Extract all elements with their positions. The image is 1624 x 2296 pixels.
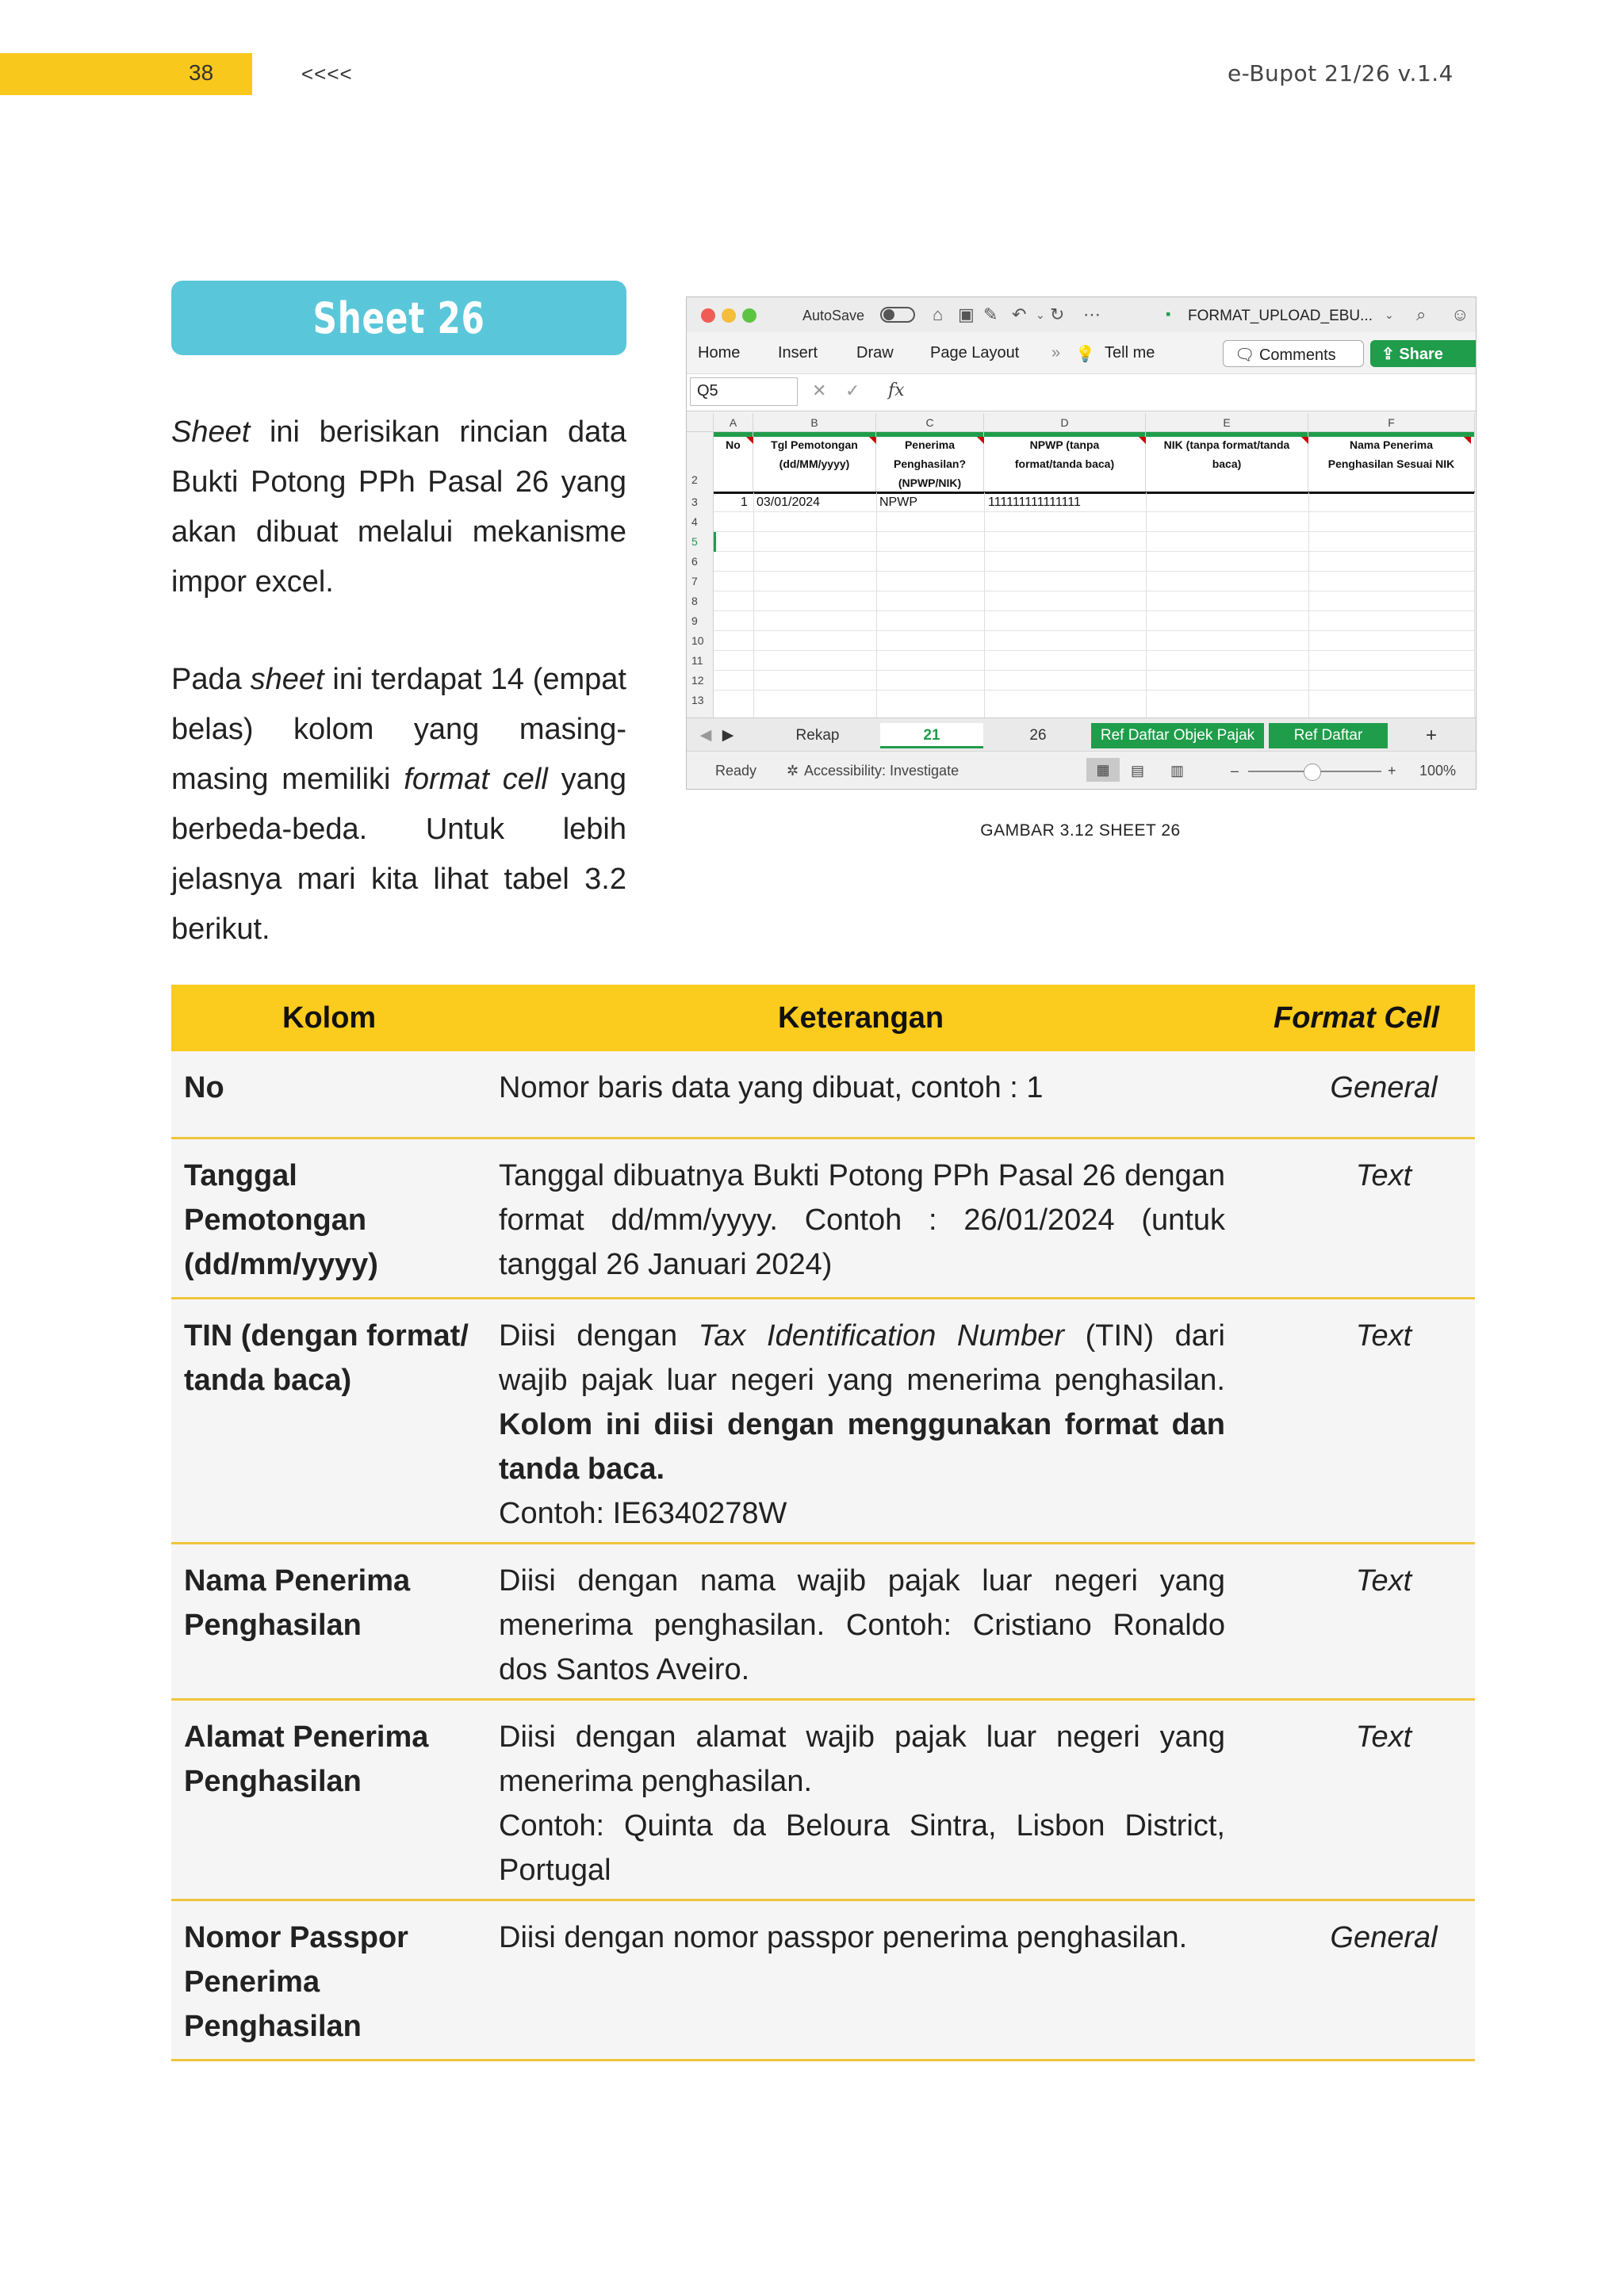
share-label: Share [1399,346,1443,363]
hdr-line: NPWP (tanpa [1029,438,1100,451]
confirm-icon[interactable]: ✓ [845,381,860,400]
document-title: e-Bupot 21/26 v.1.4 [1228,60,1454,86]
accessibility-icon: ✲ [787,763,799,779]
redo-icon[interactable]: ↻ [1050,304,1065,324]
row-number[interactable]: 13 [687,691,714,718]
zoom-slider-thumb[interactable] [1304,763,1321,781]
row-number[interactable]: 10 [687,631,714,651]
ribbon-overflow-icon[interactable]: » [1051,344,1061,362]
table-row [171,1299,1475,1544]
row-kolom: Nomor Passpor Penerima Penghasilan [184,1921,408,2043]
table-header-row [171,985,1475,1051]
minimize-dot[interactable] [722,308,736,323]
grid-hline [714,690,1475,691]
hdr-line: baca) [1212,457,1242,470]
row-format: General [1330,1071,1438,1104]
formula-bar [687,373,1476,411]
ket-part: Diisi dengan [499,1319,699,1353]
share-icon: ⇪ [1381,346,1400,363]
intro-paragraph [171,408,626,607]
row-number[interactable]: 5 [687,532,714,552]
hdr-line: Penghasilan Sesuai NIK [1327,457,1455,470]
excel-file-icon: ▪ [1166,306,1171,322]
grid-hline [714,670,1475,671]
excel-filename[interactable]: FORMAT_UPLOAD_EBU... [1188,308,1373,324]
row-format: Text [1355,1319,1412,1353]
excel-titlebar [687,297,1476,332]
row-kolom: TIN (dengan format/ tanda baca) [184,1319,469,1397]
intro-em: Sheet [171,415,251,449]
col-f-header[interactable]: F [1308,413,1475,432]
zoom-level: 100% [1419,763,1457,779]
status-ready: Ready [715,763,757,779]
grid-vline [1474,492,1475,718]
save-icon[interactable]: ▣ [958,304,975,324]
ribbon-draw[interactable]: Draw [856,344,894,362]
grid-hline [714,571,1475,572]
th-kolom: Kolom [282,1001,377,1035]
hdr-line: Nama Penerima [1349,438,1434,451]
ribbon-page-layout[interactable]: Page Layout [930,344,1020,362]
row-keterangan [499,1314,1225,1536]
home-icon[interactable]: ⌂ [933,304,944,324]
sheet-tabs [687,718,1476,752]
ket-part: Tax Identification Number [698,1319,1065,1353]
hdr-line: NIK (tanpa format/tanda [1163,438,1290,451]
comments-label: Comments [1258,346,1336,364]
row-keterangan: Diisi dengan nomor passpor penerima penghasilan. [499,1921,1188,1954]
th-format-cell: Format Cell [1274,1001,1440,1035]
people-icon[interactable]: ☺ [1451,304,1469,324]
back-arrows[interactable]: <<<< [301,62,353,86]
share-button[interactable] [1370,340,1477,367]
close-dot[interactable] [701,308,715,323]
status-bar [687,751,1476,790]
cell-a3[interactable]: 1 [741,496,748,509]
lightbulb-icon: 💡 [1075,346,1095,363]
header-accent-bar [0,53,252,95]
row-number[interactable]: 2 [687,432,714,492]
page-layout-view-icon[interactable]: ▤ [1131,763,1145,779]
hdr-line: Penerima [904,438,956,451]
row-format: Text [1355,1159,1412,1192]
grid-hline [714,630,1475,631]
row-format: Text [1355,1564,1412,1598]
intro-text: ini berisikan rincian data Bukti Potong PPh Pasal 26 yang akan dibuat melalui mekanisme impor excel. [171,415,626,599]
comment-marker [1139,437,1146,444]
grid-vline [876,492,877,718]
add-sheet-icon[interactable]: + [1425,725,1437,746]
tab-prev-icon[interactable]: ◀ [699,727,712,744]
row-kolom: Tanggal Pemotongan (dd/mm/yyyy) [184,1159,378,1281]
hdr-line: (dd/MM/yyyy) [779,457,850,470]
row-number[interactable]: 11 [687,651,714,671]
comment-icon: 🗨 [1235,346,1259,364]
page-number: 38 [189,60,214,85]
row-number[interactable]: 6 [687,552,714,572]
row-number[interactable]: 9 [687,611,714,631]
col-d-header[interactable]: D [984,413,1146,432]
row-format: Text [1355,1720,1412,1754]
col-a-header[interactable]: A [714,413,753,432]
ribbon-home[interactable]: Home [698,344,741,362]
cols-em-d: format cell [404,763,548,796]
ket-part: (TIN) dari wajib pajak luar negeri yang menerima penghasilan. [499,1319,1225,1397]
undo-chevron-icon[interactable]: ⌄ [1036,308,1045,321]
select-all-corner[interactable] [687,413,714,432]
ribbon-insert[interactable]: Insert [778,344,818,362]
tab-ref-daftar[interactable]: Ref Daftar [1269,723,1388,748]
comment-marker [869,437,876,444]
comment-marker [977,437,984,444]
excel-screenshot [686,297,1477,790]
table-row [171,1701,1475,1901]
grid-vline [1308,492,1309,718]
cols-text-a: Pada [171,663,251,696]
save-as-icon[interactable]: ✎ [983,304,998,324]
ket-part: Diisi dengan alamat wajib pajak luar negeri yang menerima penghasilan. [499,1720,1225,1798]
header-black-border [714,492,1475,494]
maximize-dot[interactable] [742,308,756,323]
cols-em-b: sheet [250,663,324,696]
row-keterangan: Tanggal dibuatnya Bukti Potong PPh Pasal 26 dengan format dd/mm/yyyy. Contoh : 26/01/2024 (untuk tanggal 26 Januari 2024) [499,1159,1225,1281]
row-number[interactable]: 12 [687,671,714,691]
table-row [171,1544,1475,1701]
zoom-out-icon[interactable]: – [1231,763,1239,779]
ket-example: Contoh: Quinta da Beloura Sintra, Lisbon District, Portugal [499,1809,1225,1887]
cols-text-e: yang berbeda-beda. Untuk lebih jelasnya mari kita lihat tabel 3.2 berikut. [171,763,626,946]
comment-marker [1464,437,1471,444]
hdr-cell-nama[interactable] [1308,432,1475,492]
row-number[interactable]: 7 [687,572,714,591]
page-break-view-icon[interactable]: ▥ [1170,763,1185,779]
hdr-line: Penghasilan? [893,457,967,470]
row-number[interactable]: 8 [687,591,714,611]
hdr-line: Tgl Pemotongan [771,438,858,451]
sheet-title-badge [171,281,626,355]
cancel-icon[interactable]: ✕ [812,381,827,400]
more-icon[interactable]: ⋯ [1083,304,1101,324]
hdr-line: No [726,438,741,451]
name-box[interactable]: Q5 [690,377,798,406]
grid-vline [1146,492,1147,718]
tab-rekap[interactable]: Rekap [795,727,840,744]
comment-marker [1301,437,1308,444]
status-accessibility[interactable]: Accessibility: Investigate [804,763,959,779]
row-keterangan: Nomor baris data yang dibuat, contoh : 1 [499,1071,1044,1104]
excel-ribbon [687,332,1476,372]
sheet-title: Sheet 26 [312,293,485,343]
hdr-cell-npwp[interactable] [984,432,1146,492]
row-kolom: Alamat Penerima Penghasilan [184,1720,429,1798]
tab-26[interactable]: 26 [1029,727,1047,744]
table-row [171,1901,1475,2061]
row-number[interactable]: 4 [687,512,714,532]
col-c-header[interactable]: C [876,413,984,432]
autosave-toggle[interactable] [880,307,915,323]
grid-hline [714,650,1475,651]
grid-hline [714,531,1475,532]
undo-icon[interactable]: ↶ [1012,304,1027,324]
columns-paragraph [171,655,626,955]
row-number[interactable]: 3 [687,492,714,512]
cols-text-c: ini terdapat 14 (empat belas) kolom yang masing-masing memiliki [171,663,626,796]
autosave-label: AutoSave [802,308,865,323]
table-row [171,1051,1475,1139]
th-keterangan: Keterangan [778,1001,944,1035]
cell-b3[interactable]: 03/01/2024 [756,496,821,509]
figure-caption: GAMBAR 3.12 SHEET 26 [980,821,1181,840]
spreadsheet-grid[interactable] [687,413,1476,718]
hdr-cell-nik[interactable] [1146,432,1308,492]
grid-vline [753,492,754,718]
cell-d3[interactable]: 111111111111111 [988,496,1081,509]
row-keterangan: Diisi dengan nama wajib pajak luar negeri yang menerima penghasilan. Contoh: Cristiano Ronaldo dos Santos Aveiro. [499,1564,1225,1686]
ribbon-tell-me[interactable]: Tell me [1105,344,1155,362]
fx-icon[interactable]: fx [888,381,905,400]
tab-21[interactable]: 21 [880,723,983,748]
hdr-cell-tgl[interactable] [753,432,876,492]
hdr-cell-penerima[interactable] [876,432,984,492]
format-table [171,985,1475,2061]
zoom-in-icon[interactable]: + [1388,763,1396,779]
grid-hline [714,511,1475,512]
comments-button[interactable] [1223,340,1364,367]
col-b-header[interactable]: B [753,413,876,432]
row-format: General [1330,1921,1438,1954]
grid-hline [714,610,1475,611]
hdr-line: (NPWP/NIK) [898,476,962,489]
normal-view-icon[interactable]: ▦ [1086,758,1120,782]
row-keterangan [499,1715,1225,1892]
cell-c3[interactable]: NPWP [879,496,917,509]
ket-example: Contoh: IE6340278W [499,1497,787,1530]
comment-marker [746,437,753,444]
col-e-header[interactable]: E [1146,413,1308,432]
tab-ref-daftar-objek-pajak[interactable]: Ref Daftar Objek Pajak [1091,723,1264,748]
tab-next-icon[interactable]: ▶ [722,727,734,744]
filename-chevron-icon[interactable]: ⌄ [1385,308,1394,321]
row-kolom: Nama Penerima Penghasilan [184,1564,411,1642]
search-icon[interactable]: ⌕ [1416,304,1427,324]
grid-vline [984,492,985,718]
table-row [171,1139,1475,1299]
hdr-line: format/tanda baca) [1014,457,1115,470]
active-cell-indicator [714,532,716,552]
row-kolom: No [184,1071,224,1104]
ket-part: Kolom ini diisi dengan menggunakan format dan tanda baca. [499,1408,1225,1486]
grid-hline [714,551,1475,552]
